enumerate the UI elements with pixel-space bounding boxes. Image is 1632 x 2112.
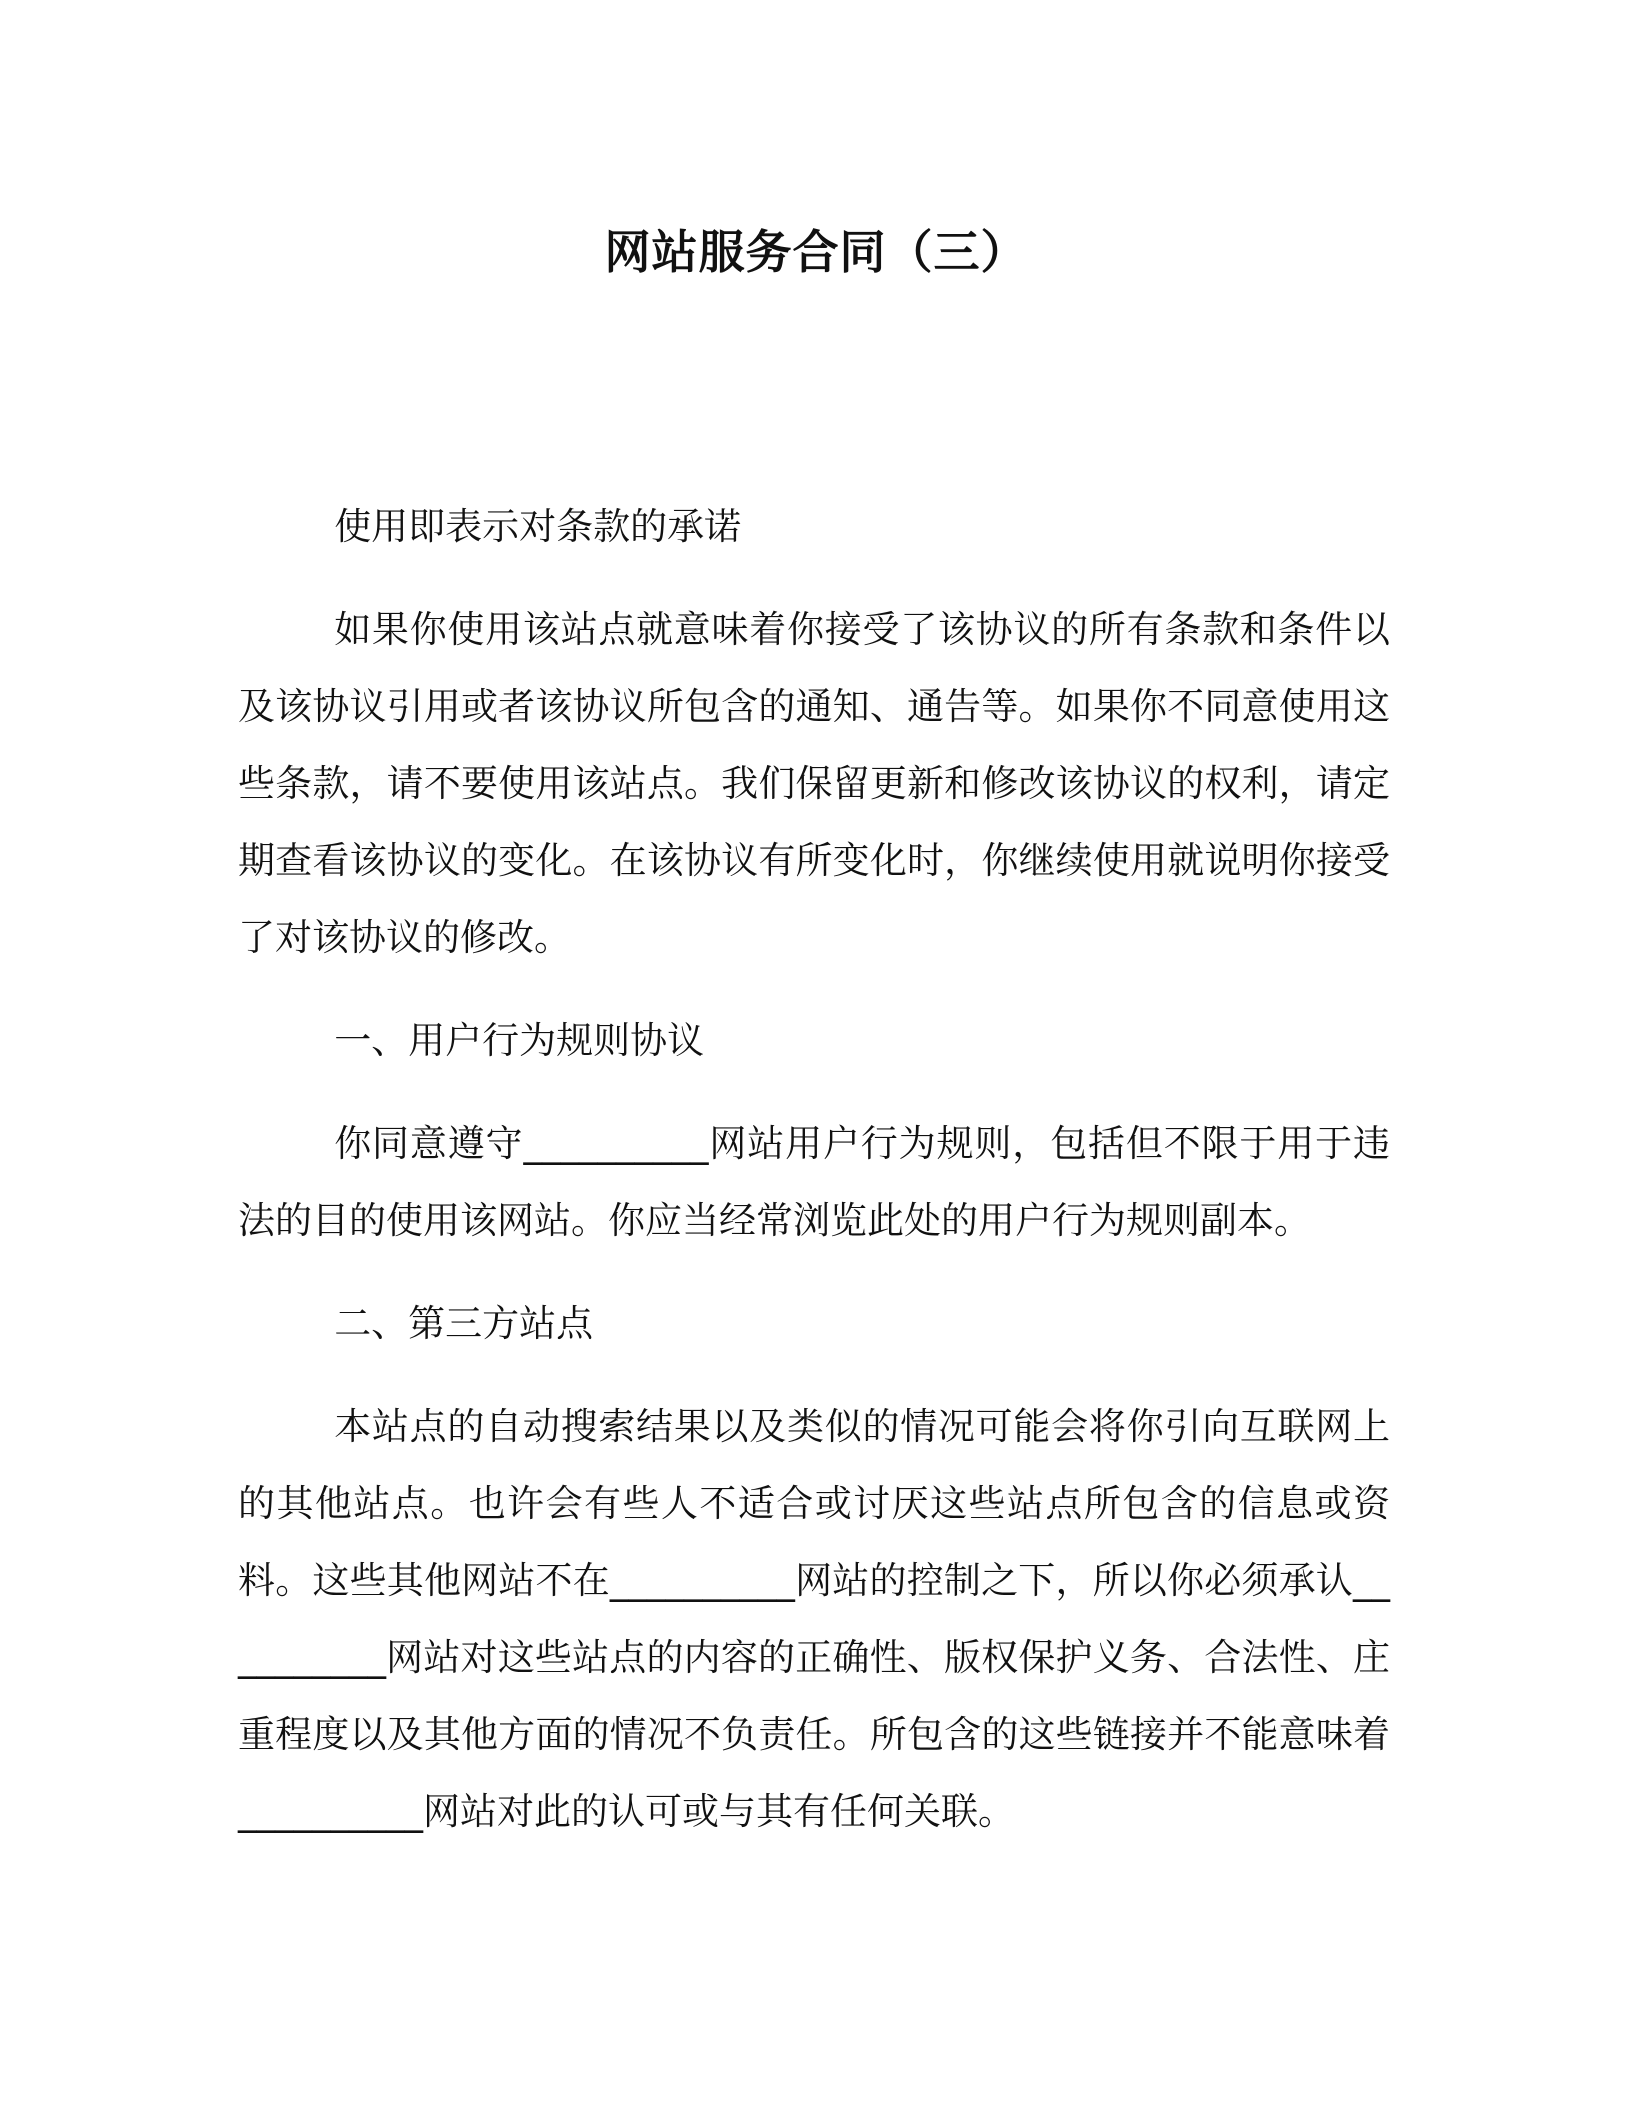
paragraph-terms-acceptance: 如果你使用该站点就意味着你接受了该协议的所有条款和条件以及该协议引用或者该协议所包含的通知、通告等。如果你不同意使用这些条款，请不要使用该站点。我们保留更新和修改该协议的权利，请定期查看该协议的变化。在该协议有所变化时，你继续使用就说明你接受了对该协议的修改。 (238, 608, 1390, 959)
paragraph-user-rules: 你同意遵守__________网站用户行为规则，包括但不限于用于违法的目的使用该网站。你应当经常浏览此处的用户行为规则副本。 (238, 1122, 1390, 1242)
paragraph-third-party: 本站点的自动搜索结果以及类似的情况可能会将你引向互联网上的其他站点。也许会有些人不适合或讨厌这些站点所包含的信息或资料。这些其他网站不在__________网站的控制之下，所以你必须承认__________网站对这些站点的内容的正确性、版权保护义务、合法性、庄重程度以及其他方面的情况不负责任。所包含的这些链接并不能意味着__________网站对此的认可或与其有任何关联。 (238, 1405, 1390, 1833)
section-heading-commitment: 使用即表示对条款的承诺 (334, 505, 742, 548)
spacer (238, 1079, 1390, 1105)
spacer (238, 1362, 1390, 1388)
spacer (238, 1259, 1390, 1285)
spacer (238, 565, 1390, 591)
section-heading-user-rules: 一、用户行为规则协议 (334, 1019, 705, 1062)
document-title: 网站服务合同（三） (604, 225, 1028, 279)
section-heading-third-party: 二、第三方站点 (334, 1302, 594, 1345)
document-body (238, 488, 1390, 1850)
spacer (238, 976, 1390, 1002)
